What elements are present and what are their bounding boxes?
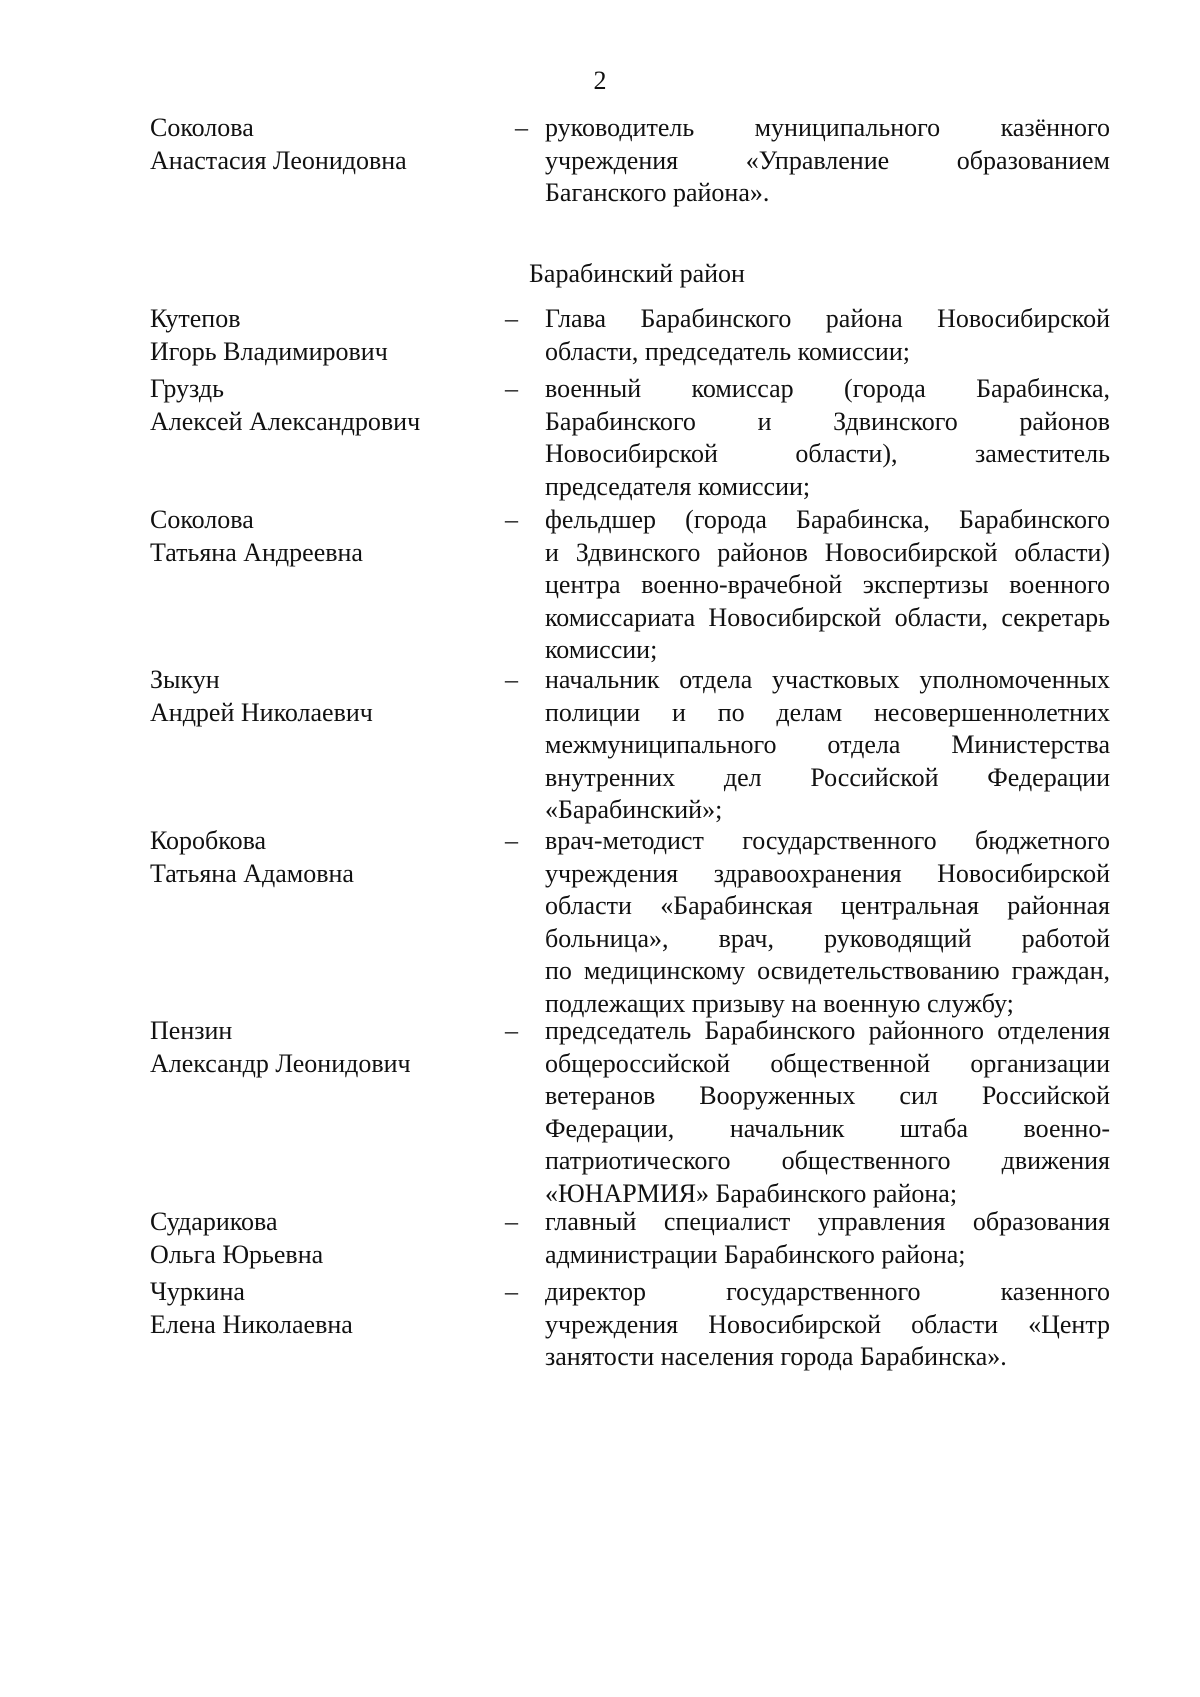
member-given-names: Елена Николаевна bbox=[150, 1309, 353, 1339]
member-given-names: Игорь Владимирович bbox=[150, 336, 388, 366]
role-line: подлежащих призыву на военную службу; bbox=[545, 988, 1014, 1018]
role-line: военный комиссар (города Барабинска, bbox=[545, 374, 1110, 403]
entry-dash: – bbox=[505, 1016, 518, 1045]
entry-dash: – bbox=[505, 505, 518, 534]
member-name bbox=[150, 1276, 490, 1341]
member-role bbox=[545, 664, 1110, 827]
role-line: центра военно-врачебной экспертизы военного bbox=[545, 570, 1110, 599]
role-line: фельдшер (города Барабинска, Барабинского bbox=[545, 505, 1110, 534]
role-line: общероссийской общественной организации bbox=[545, 1048, 1110, 1078]
role-line: председателя комиссии; bbox=[545, 471, 811, 501]
member-name bbox=[150, 112, 490, 177]
member-surname: Соколова bbox=[150, 505, 254, 534]
role-line: занятости населения города Барабинска». bbox=[545, 1342, 1007, 1371]
role-line: учреждения «Управление образованием bbox=[545, 145, 1110, 175]
member-given-names: Татьяна Адамовна bbox=[150, 858, 354, 888]
member-name bbox=[150, 825, 490, 890]
member-surname: Коробкова bbox=[150, 826, 267, 855]
member-role bbox=[545, 303, 1110, 368]
member-role bbox=[545, 373, 1110, 503]
district-title: Барабинский район bbox=[529, 259, 745, 288]
member-name bbox=[150, 504, 490, 569]
role-line: межмуниципального отдела Министерства bbox=[545, 730, 1110, 759]
member-surname: Кутепов bbox=[150, 304, 241, 333]
member-given-names: Алексей Александрович bbox=[150, 406, 421, 436]
member-role bbox=[545, 825, 1110, 1020]
member-role bbox=[545, 504, 1110, 667]
entry-dash: – bbox=[505, 1277, 518, 1306]
role-line: Глава Барабинского района Новосибирской bbox=[545, 304, 1110, 333]
page-number: 2 bbox=[593, 66, 607, 95]
role-line: области «Барабинская центральная районная bbox=[545, 891, 1110, 920]
member-name bbox=[150, 303, 490, 368]
role-line: области, председатель комиссии; bbox=[545, 336, 910, 366]
role-line: начальник отдела участковых уполномоченных bbox=[545, 665, 1110, 694]
role-line: директор государственного казенного bbox=[545, 1277, 1110, 1306]
role-line: председатель Барабинского районного отделения bbox=[545, 1016, 1110, 1045]
role-line: комиссии; bbox=[545, 635, 658, 664]
role-line: и Здвинского районов Новосибирской области) bbox=[545, 537, 1110, 567]
role-line: Барабинского и Здвинского районов bbox=[545, 406, 1110, 436]
role-line: больница», врач, руководящий работой bbox=[545, 923, 1110, 953]
member-name bbox=[150, 373, 490, 438]
role-line: комиссариата Новосибирской области, секретарь bbox=[545, 602, 1110, 632]
member-given-names: Анастасия Леонидовна bbox=[150, 145, 407, 175]
member-given-names: Александр Леонидович bbox=[150, 1048, 411, 1078]
entry-dash: – bbox=[505, 826, 518, 855]
entry-dash: – bbox=[505, 374, 518, 403]
member-surname: Пензин bbox=[150, 1016, 233, 1045]
member-given-names: Татьяна Андреевна bbox=[150, 537, 363, 567]
member-name bbox=[150, 664, 490, 729]
role-line: «Барабинский»; bbox=[545, 795, 723, 824]
role-line: патриотического общественного движения bbox=[545, 1146, 1110, 1175]
entry-dash: – bbox=[505, 665, 518, 694]
role-line: администрации Барабинского района; bbox=[545, 1239, 966, 1269]
member-given-names: Ольга Юрьевна bbox=[150, 1239, 324, 1269]
member-role bbox=[545, 1276, 1110, 1374]
entry-dash: – bbox=[505, 1207, 518, 1236]
role-line: полиции и по делам несовершеннолетних bbox=[545, 697, 1110, 727]
member-role bbox=[545, 1015, 1110, 1210]
member-role bbox=[545, 1206, 1110, 1271]
member-surname: Груздь bbox=[150, 374, 224, 403]
member-surname: Чуркина bbox=[150, 1277, 245, 1306]
member-given-names: Андрей Николаевич bbox=[150, 697, 373, 727]
role-line: учреждения Новосибирской области «Центр bbox=[545, 1309, 1110, 1339]
member-surname: Зыкун bbox=[150, 665, 220, 694]
role-line: ветеранов Вооруженных сил Российской bbox=[545, 1081, 1110, 1110]
member-surname: Соколова bbox=[150, 113, 254, 142]
role-line: главный специалист управления образования bbox=[545, 1207, 1110, 1236]
member-name bbox=[150, 1015, 490, 1080]
role-line: Баганского района». bbox=[545, 178, 770, 207]
role-line: Федерации, начальник штаба военно- bbox=[545, 1113, 1110, 1143]
role-line: Новосибирской области), заместитель bbox=[545, 439, 1110, 468]
entry-dash: – bbox=[505, 304, 518, 333]
role-line: учреждения здравоохранения Новосибирской bbox=[545, 858, 1110, 888]
entry-dash: – bbox=[515, 113, 528, 142]
member-role bbox=[545, 112, 1110, 210]
role-line: по медицинскому освидетельствованию граждан, bbox=[545, 956, 1110, 985]
member-surname: Сударикова bbox=[150, 1207, 278, 1236]
role-line: врач-методист государственного бюджетного bbox=[545, 826, 1110, 855]
role-line: внутренних дел Российской Федерации bbox=[545, 762, 1110, 792]
role-line: «ЮНАРМИЯ» Барабинского района; bbox=[545, 1178, 958, 1208]
role-line: руководитель муниципального казённого bbox=[545, 113, 1110, 142]
member-name bbox=[150, 1206, 490, 1271]
